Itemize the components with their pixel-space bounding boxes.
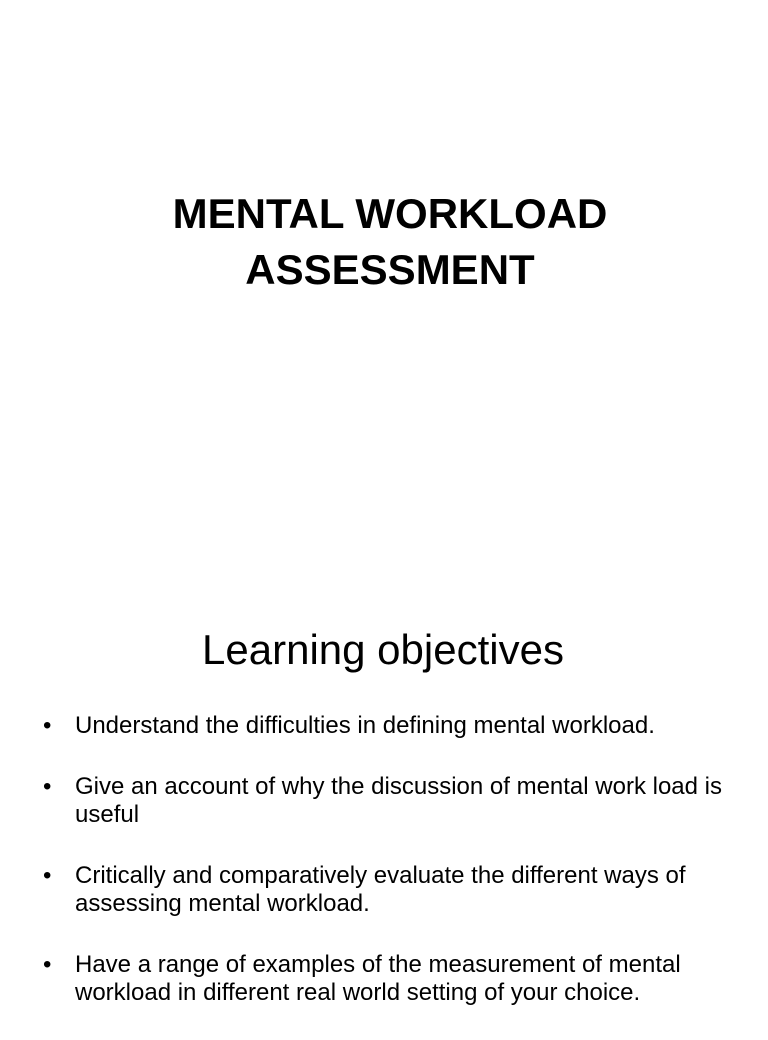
learning-objectives-heading: Learning objectives bbox=[202, 626, 564, 673]
bullet-icon: • bbox=[43, 862, 52, 889]
objectives-list bbox=[0, 712, 768, 1040]
slide-title-line-1: MENTAL WORKLOAD bbox=[172, 190, 608, 237]
objective-text: Give an account of why the discussion of mental work load is useful bbox=[75, 773, 722, 828]
slide-title-line-2: ASSESSMENT bbox=[245, 246, 535, 293]
objective-item bbox=[0, 773, 768, 829]
objective-item bbox=[0, 951, 768, 1007]
objective-item bbox=[0, 712, 768, 740]
bullet-icon: • bbox=[43, 712, 52, 739]
objective-text: Critically and comparatively evaluate the different ways of assessing mental workload. bbox=[75, 862, 686, 917]
bullet-icon: • bbox=[43, 951, 52, 978]
bullet-icon: • bbox=[43, 773, 52, 800]
objective-text: Have a range of examples of the measurement of mental workload in different real world setting of your choice. bbox=[75, 951, 681, 1006]
objective-text: Understand the difficulties in defining mental workload. bbox=[75, 712, 655, 739]
slide-title bbox=[0, 186, 768, 298]
objective-item bbox=[0, 862, 768, 918]
